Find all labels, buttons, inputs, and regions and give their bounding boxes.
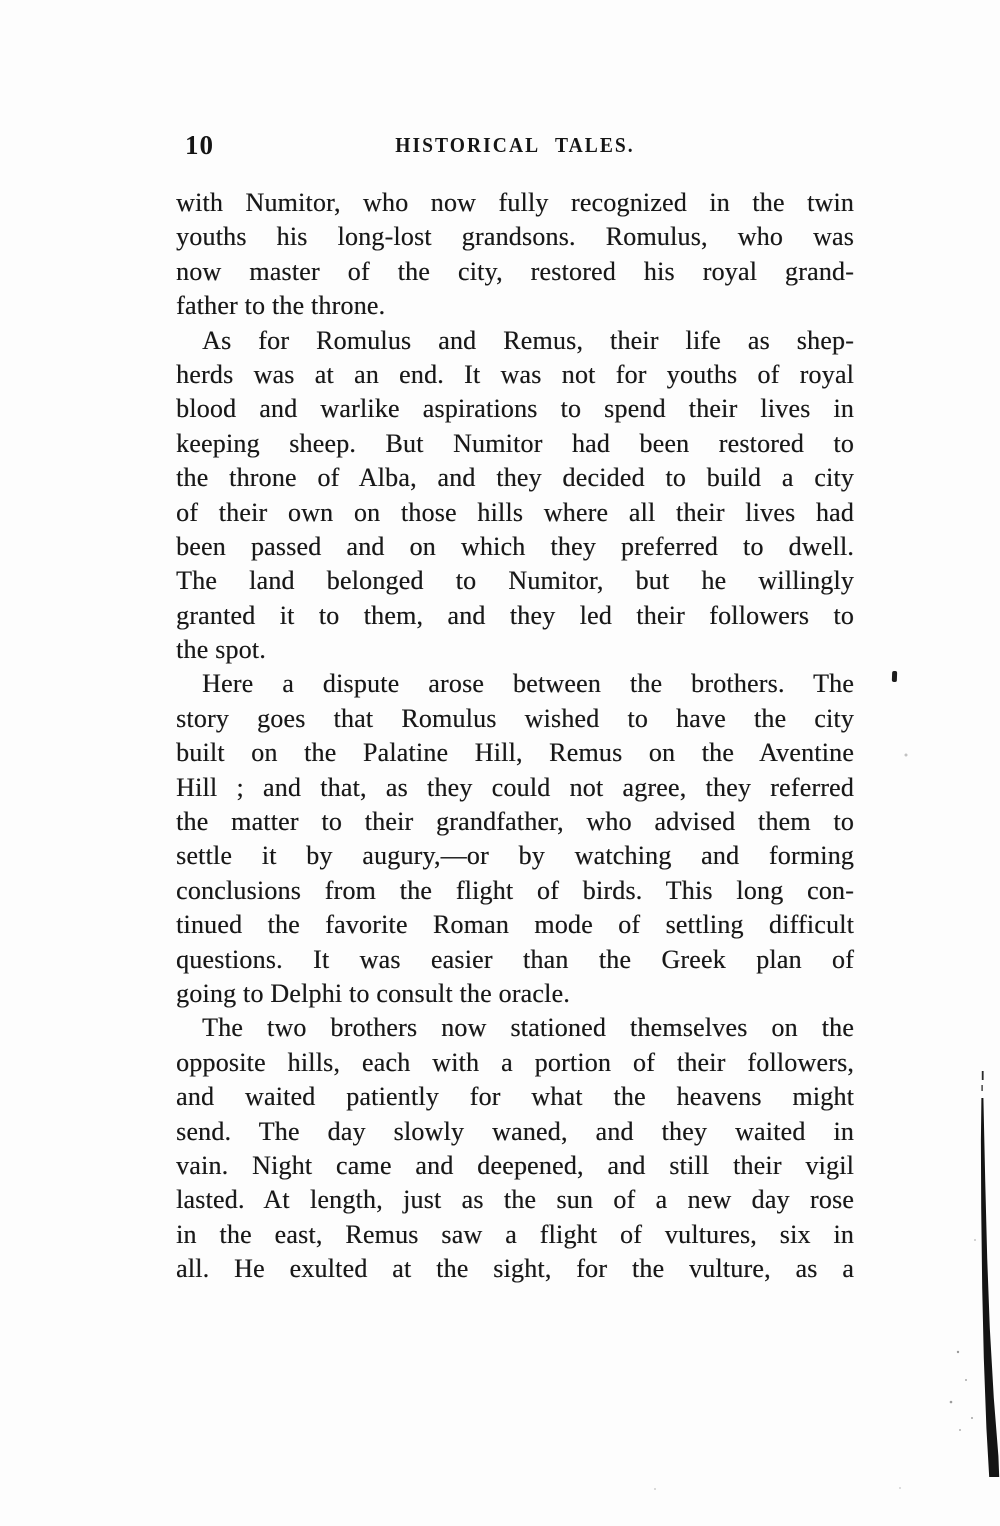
text-line: the matter to their grandfather, who advised them to <box>176 807 854 837</box>
text-line: built on the Palatine Hill, Remus on the Aventine <box>176 738 854 768</box>
text-line: As for Romulus and Remus, their life as shep- <box>202 325 854 355</box>
text-line: story goes that Romulus wished to have the city <box>176 703 854 733</box>
text-line: youths his long-lost grandsons. Romulus, who was <box>176 222 854 252</box>
text-line: herds was at an end. It was not for youths of royal <box>176 359 854 389</box>
body-text <box>176 186 854 1287</box>
running-title: HISTORICAL TALES. <box>395 133 635 157</box>
text-line: the throne of Alba, and they decided to build a city <box>176 463 854 493</box>
text-line: in the east, Remus saw a flight of vultures, six in <box>176 1219 854 1249</box>
text-line: been passed and on which they preferred to dwell. <box>176 531 854 561</box>
text-line: send. The day slowly waned, and they waited in <box>176 1116 854 1146</box>
text-line: Hill ; and that, as they could not agree, they referred <box>176 772 854 802</box>
page-number: 10 <box>185 130 214 160</box>
text-line: questions. It was easier than the Greek plan of <box>176 944 854 974</box>
text-line: settle it by augury,—or by watching and forming <box>176 841 854 871</box>
text-line: all. He exulted at the sight, for the vulture, as a <box>176 1254 854 1284</box>
text-line: Here a dispute arose between the brothers. The <box>202 669 854 699</box>
text-line: going to Delphi to consult the oracle. <box>176 978 570 1008</box>
text-line: opposite hills, each with a portion of their followers, <box>176 1047 854 1077</box>
text-line: blood and warlike aspirations to spend their lives in <box>176 394 854 424</box>
text-line: father to the throne. <box>176 291 386 321</box>
text-line: The two brothers now stationed themselves on the <box>202 1013 854 1043</box>
text-line: now master of the city, restored his royal grand- <box>176 256 854 286</box>
text-line: The land belonged to Numitor, but he willingly <box>176 566 854 596</box>
text-line: lasted. At length, just as the sun of a new day rose <box>176 1185 854 1215</box>
text-line: of their own on those hills where all their lives had <box>176 497 854 527</box>
text-line: granted it to them, and they led their followers to <box>176 600 854 630</box>
text-line: and waited patiently for what the heavens might <box>176 1082 854 1112</box>
text-line: conclusions from the flight of birds. This long con- <box>176 875 854 905</box>
running-header <box>176 130 854 160</box>
text-line: vain. Night came and deepened, and still their vigil <box>176 1150 854 1180</box>
text-line: keeping sheep. But Numitor had been restored to <box>176 428 854 458</box>
text-line: tinued the favorite Roman mode of settling difficult <box>176 910 854 940</box>
text-line: the spot. <box>176 635 266 665</box>
text-line: with Numitor, who now fully recognized in the twin <box>176 188 854 217</box>
scan-speck-right-margin <box>892 671 897 682</box>
